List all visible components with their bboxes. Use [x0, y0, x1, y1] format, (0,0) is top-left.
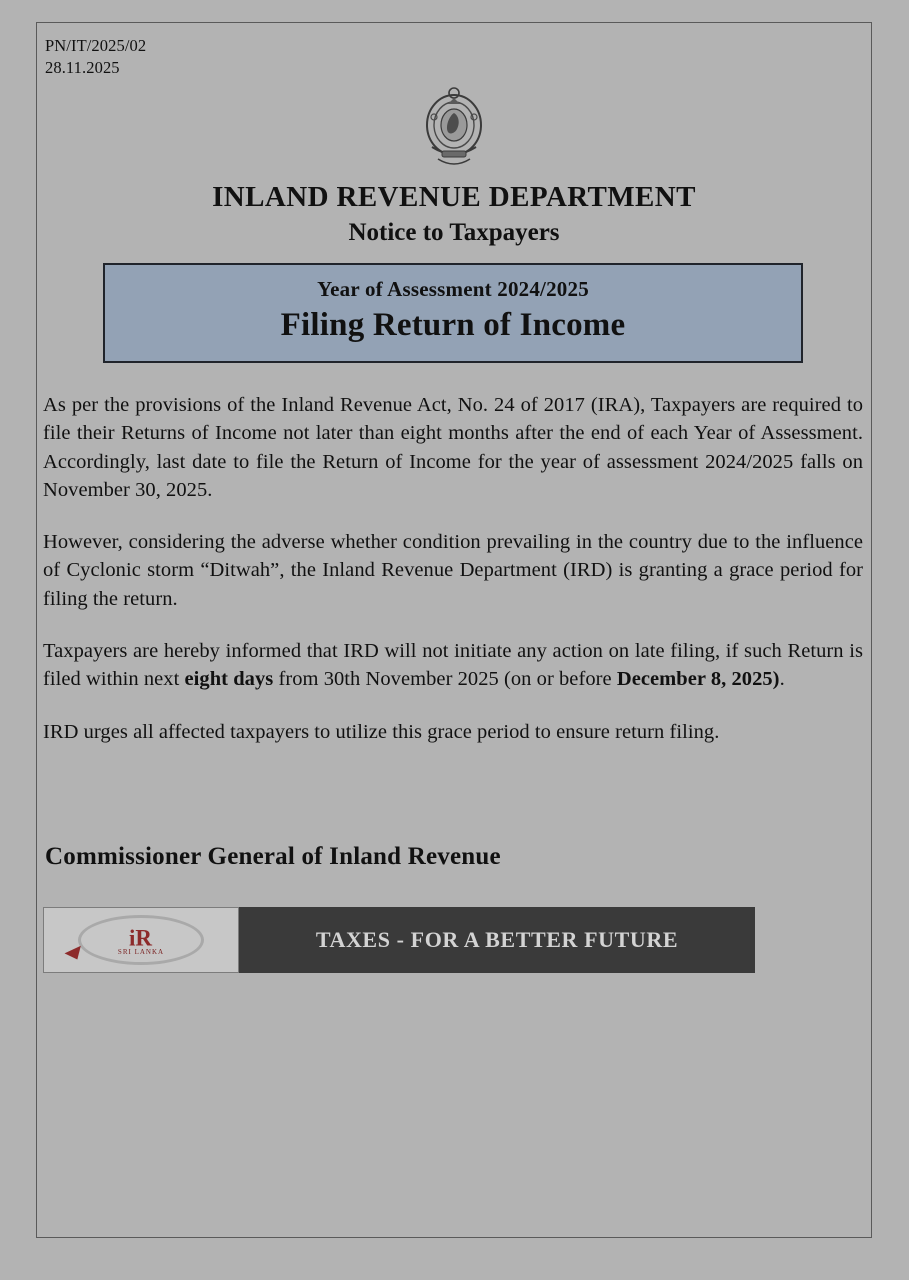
paragraph-1: As per the provisions of the Inland Revenue Act, No. 24 of 2017 (IRA), Taxpayers are required to file their Returns of Income not later than eight months after the end of each Year of Assessment. Accordingly, last date to file the Return of Income for the year of assessment 2024/2025 falls on November 30, 2025.: [43, 394, 863, 501]
paragraph-3-bold-1: eight days: [184, 668, 274, 691]
reference-block: [45, 35, 146, 79]
paragraph-3-part-3: .: [779, 668, 785, 691]
year-of-assessment-label: Year of Assessment 2024/2025: [317, 277, 589, 301]
reference-number: PN/IT/2025/02: [45, 36, 147, 55]
footer-bar: [43, 907, 755, 973]
paragraph-3: [43, 637, 863, 694]
document-type: Notice to Taxpayers: [348, 219, 560, 246]
department-title: INLAND REVENUE DEPARTMENT: [212, 181, 696, 213]
ird-sri-lanka-logo-icon: [43, 907, 239, 973]
logo-subtext: SRI LANKA: [117, 948, 165, 957]
signature-line: Commissioner General of Inland Revenue: [45, 843, 501, 870]
paragraph-2: However, considering the adverse whether condition prevailing in the country due to the influence of Cyclonic storm “Ditwah”, the Inland Revenue Department (IRD) is granting a grace period for filing the return.: [43, 531, 863, 610]
logo-arrow-shape: [65, 946, 86, 964]
logo-text: iR: [129, 925, 153, 951]
paragraph-4: IRD urges all affected taxpayers to utilize this grace period to ensure return filing.: [43, 720, 720, 743]
paragraph-3-bold-2: December 8, 2025): [616, 668, 780, 691]
notice-body: [43, 391, 863, 770]
subject-title: Filing Return of Income: [280, 307, 626, 343]
sri-lanka-national-emblem-icon: [412, 85, 496, 175]
notice-page: [36, 22, 872, 1238]
paragraph-3-part-2: from 30th November 2025 (on or before: [273, 668, 617, 691]
footer-slogan: TAXES - FOR A BETTER FUTURE: [239, 907, 755, 973]
notice-date: 28.11.2025: [45, 57, 120, 77]
subject-banner: [103, 263, 803, 363]
paragraph-3-part-1: Taxpayers are hereby informed that IRD will not initiate any action on late filing, if such Return is filed within next: [43, 639, 863, 691]
